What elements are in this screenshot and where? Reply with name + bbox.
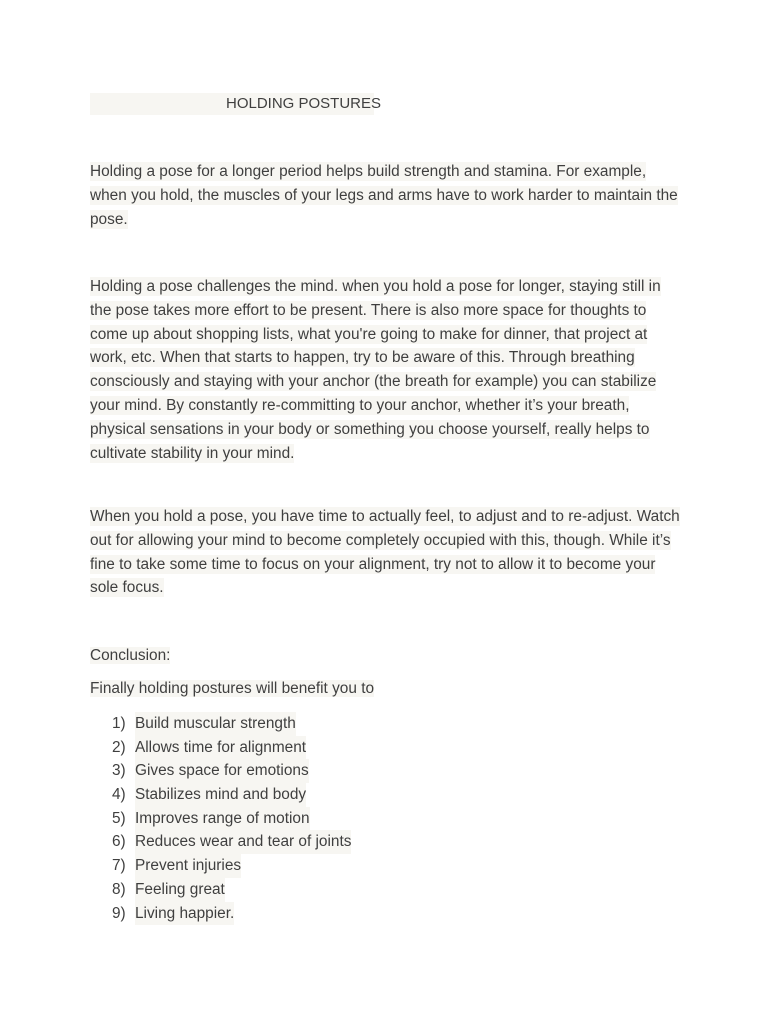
list-text: Prevent injuries xyxy=(135,854,241,878)
paragraph-text: Holding a pose challenges the mind. when you hold a pose for longer, staying still in the pose takes more effort to be present. There is also more space for thoughts to come up about shopping lists, what you're going to make for dinner, that project at work, etc. When that starts to happen, try to be aware of this. Through breathing consciously and staying with your anchor (the breath for example) you can stabilize your mind. By constantly re-committing to your anchor, whether it’s your breath, physical sensations in your body or something you choose yourself, really helps to cultivate stability in your mind. xyxy=(90,278,661,462)
list-item xyxy=(112,830,351,854)
paragraph-text: When you hold a pose, you have time to actually feel, to adjust and to re-adjust. Watch out for allowing your mind to become completely occupied with this, though. While it’s fine to take some time to focus on your alignment, try not to allow it to become your sole focus. xyxy=(90,508,680,597)
list-text: Gives space for emotions xyxy=(135,759,309,783)
conclusion-intro-text: Finally holding postures will benefit you to xyxy=(90,680,375,697)
benefits-list xyxy=(112,712,351,925)
list-item xyxy=(112,712,351,736)
list-text: Allows time for alignment xyxy=(135,736,306,760)
paragraph-text: Holding a pose for a longer period helps build strength and stamina. For example, when you hold, the muscles of your legs and arms have to work harder to maintain the pose. xyxy=(90,163,678,228)
list-item xyxy=(112,902,351,926)
conclusion-heading-text: Conclusion: xyxy=(90,647,171,664)
list-number: 2) xyxy=(112,738,126,756)
title-highlight xyxy=(90,93,382,115)
list-number: 7) xyxy=(112,857,126,875)
list-text: Improves range of motion xyxy=(135,807,310,831)
list-text: Feeling great xyxy=(135,878,225,902)
list-item xyxy=(112,854,351,878)
paragraph-alignment xyxy=(90,505,682,600)
list-item xyxy=(112,783,351,807)
list-number: 1) xyxy=(112,715,126,732)
list-item xyxy=(112,878,351,902)
list-number: 3) xyxy=(112,762,126,780)
list-text: Build muscular strength xyxy=(135,712,296,736)
list-item xyxy=(112,736,351,760)
conclusion-intro xyxy=(90,678,374,700)
list-number: 4) xyxy=(112,786,126,804)
list-item xyxy=(112,759,351,783)
paragraph-mind xyxy=(90,275,682,465)
page-title: HOLDING POSTURES xyxy=(226,95,382,112)
list-number: 8) xyxy=(112,880,126,898)
paragraph-strength xyxy=(90,160,682,231)
list-number: 9) xyxy=(112,904,126,922)
list-number: 6) xyxy=(112,833,126,851)
conclusion-heading xyxy=(90,645,170,667)
list-text: Reduces wear and tear of joints xyxy=(135,830,351,854)
list-number: 5) xyxy=(112,809,126,827)
list-item xyxy=(112,807,351,831)
list-text: Living happier. xyxy=(135,902,234,926)
list-text: Stabilizes mind and body xyxy=(135,783,306,807)
